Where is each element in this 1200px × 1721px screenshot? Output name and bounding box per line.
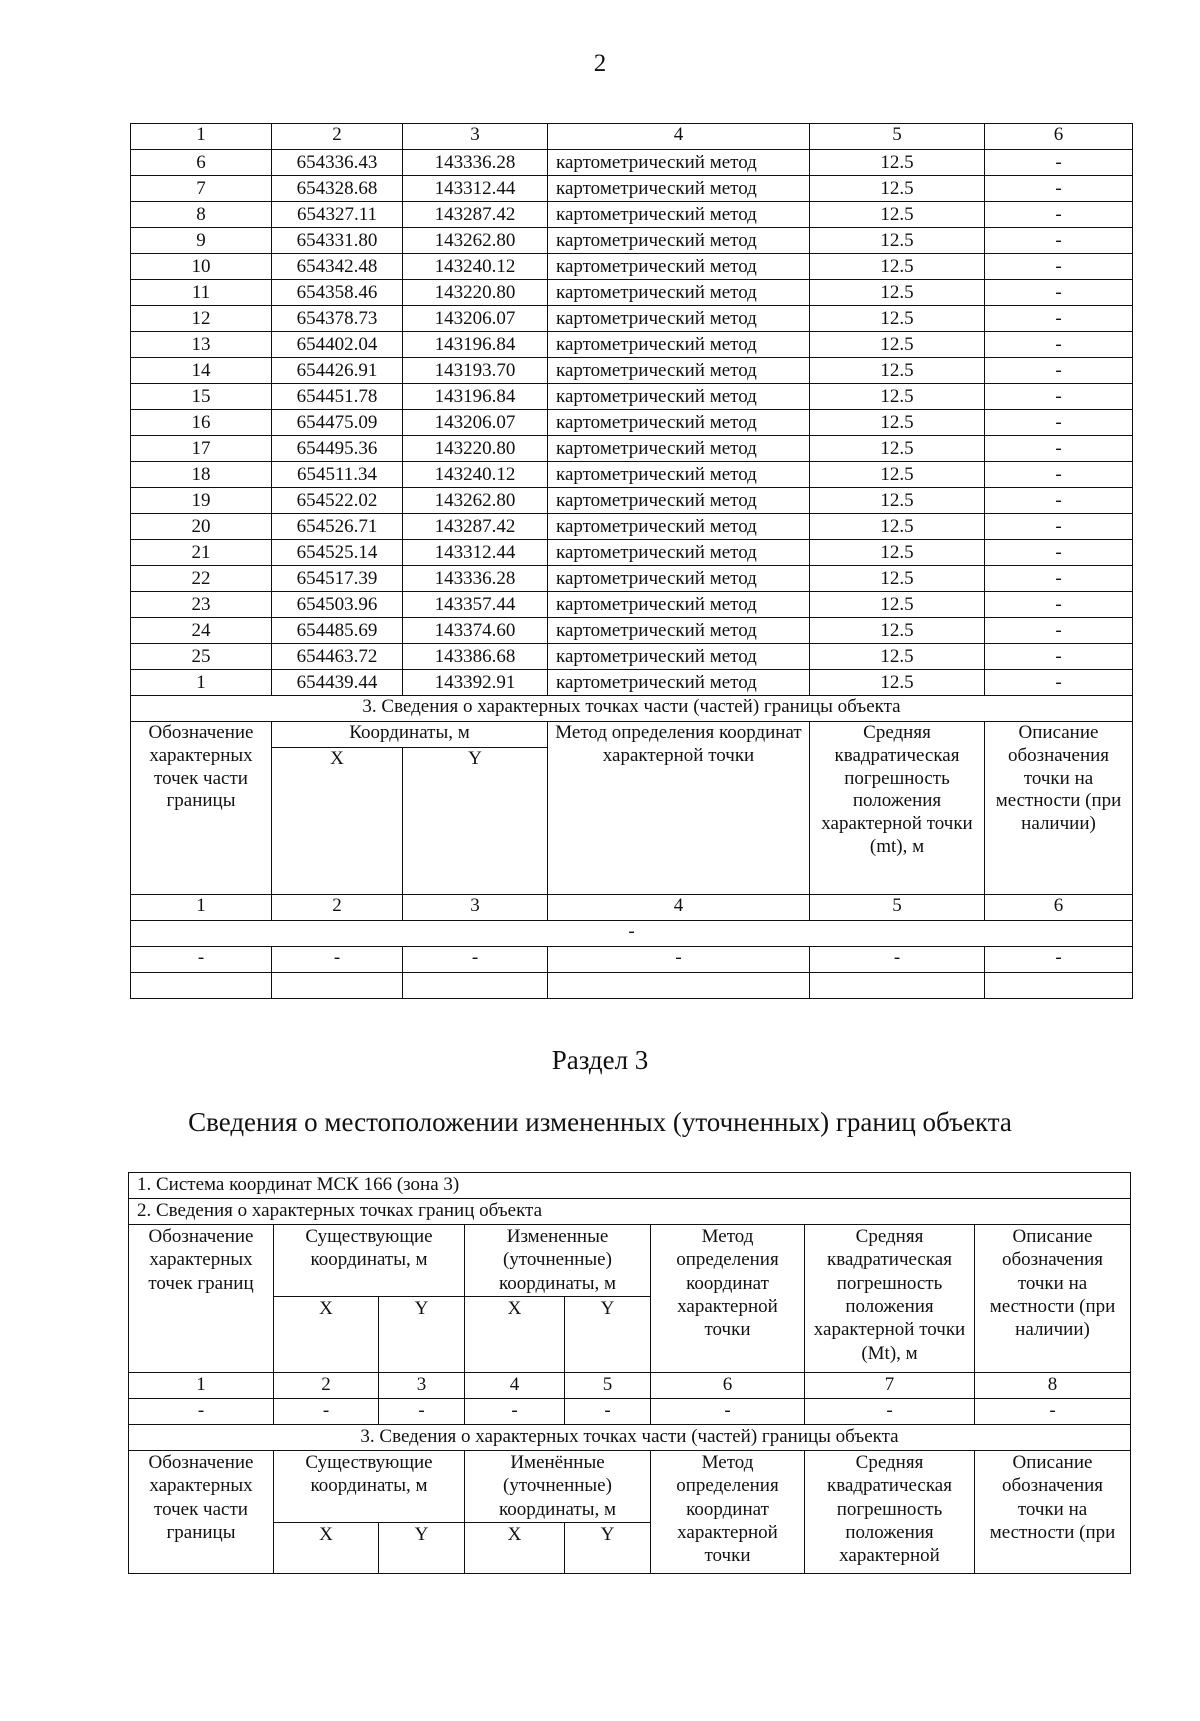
table-row [131, 514, 1133, 540]
mt-value-cell: 12.5 [810, 176, 985, 202]
method-cell: картометрический метод [548, 540, 810, 566]
empty-cell [403, 973, 548, 999]
method-cell: картометрический метод [548, 358, 810, 384]
table-row [131, 462, 1133, 488]
method-cell: картометрический метод [548, 150, 810, 176]
coord-y-cell: 143386.68 [403, 644, 548, 670]
coord-x-cell: 654358.46 [272, 280, 403, 306]
table-row [131, 592, 1133, 618]
part-title-row [131, 696, 1133, 722]
header-changed-y: Y [565, 1296, 651, 1372]
coord-y-cell: 143374.60 [403, 618, 548, 644]
header-coordinates: Координаты, м [272, 722, 548, 748]
part-section-title: 3. Сведения о характерных точках части (частей) границы объекта [131, 696, 1133, 722]
header-description: Описание обозначения точки на местности (при наличии) [975, 1225, 1131, 1373]
header-x: X [272, 748, 403, 895]
coord-x-cell: 654439.44 [272, 670, 403, 696]
point-number-cell: 10 [131, 254, 272, 280]
mt-value-cell: 12.5 [810, 670, 985, 696]
point-number-cell: 7 [131, 176, 272, 202]
point-number-cell: 17 [131, 436, 272, 462]
coord-x-cell: 654463.72 [272, 644, 403, 670]
dash-cell: - [651, 1399, 805, 1425]
col-number: 7 [805, 1373, 975, 1399]
col-number: 1 [131, 124, 272, 150]
col-number: 4 [465, 1373, 565, 1399]
part-section-title: 3. Сведения о характерных точках части (частей) границы объекта [129, 1425, 1131, 1451]
point-number-cell: 6 [131, 150, 272, 176]
table-row [131, 176, 1133, 202]
coord-x-cell: 654451.78 [272, 384, 403, 410]
point-number-cell: 12 [131, 306, 272, 332]
mt-value-cell: 12.5 [810, 644, 985, 670]
part-header-changed-x: X [465, 1522, 565, 1573]
method-cell: картометрический метод [548, 176, 810, 202]
coord-y-cell: 143262.80 [403, 228, 548, 254]
part-header-designation: Обозначение характерных точек части границы [129, 1451, 274, 1574]
table-row [131, 280, 1133, 306]
boundary-points-table [130, 123, 1133, 999]
point-number-cell: 25 [131, 644, 272, 670]
coord-y-cell: 143262.80 [403, 488, 548, 514]
col-number: 6 [985, 895, 1133, 921]
method-cell: картометрический метод [548, 670, 810, 696]
col-number: 4 [548, 124, 810, 150]
coord-y-cell: 143312.44 [403, 176, 548, 202]
coord-x-cell: 654378.73 [272, 306, 403, 332]
dash-cell: - [805, 1399, 975, 1425]
coord-y-cell: 143336.28 [403, 150, 548, 176]
method-cell: картометрический метод [548, 202, 810, 228]
col-number: 2 [272, 124, 403, 150]
point-number-cell: 14 [131, 358, 272, 384]
method-cell: картометрический метод [548, 618, 810, 644]
table-row [131, 150, 1133, 176]
points-title: 2. Сведения о характерных точках границ объекта [129, 1199, 1131, 1225]
mt-value-cell: 12.5 [810, 540, 985, 566]
description-cell: - [985, 280, 1133, 306]
mt-value-cell: 12.5 [810, 436, 985, 462]
header-designation: Обозначение характерных точек части границы [131, 722, 272, 895]
header-designation: Обозначение характерных точек границ [129, 1225, 274, 1373]
header-existing-y: Y [379, 1296, 465, 1372]
method-cell: картометрический метод [548, 436, 810, 462]
table-row [131, 618, 1133, 644]
coord-x-cell: 654328.68 [272, 176, 403, 202]
dash-cell: - [379, 1399, 465, 1425]
mt-value-cell: 12.5 [810, 384, 985, 410]
col-number: 3 [403, 124, 548, 150]
table-row [131, 306, 1133, 332]
col-number: 1 [129, 1373, 274, 1399]
mt-value-cell: 12.5 [810, 150, 985, 176]
table-row [131, 384, 1133, 410]
coord-y-cell: 143240.12 [403, 462, 548, 488]
coord-y-cell: 143193.70 [403, 358, 548, 384]
point-number-cell: 22 [131, 566, 272, 592]
dash-cell: - [975, 1399, 1131, 1425]
method-cell: картометрический метод [548, 384, 810, 410]
mt-value-cell: 12.5 [810, 462, 985, 488]
description-cell: - [985, 202, 1133, 228]
header-description: Описание обозначения точки на местности (при наличии) [985, 722, 1133, 895]
point-number-cell: 18 [131, 462, 272, 488]
coord-y-cell: 143287.42 [403, 202, 548, 228]
section-title: Сведения о местоположении измененных (уточненных) границ объекта [188, 1107, 1012, 1137]
method-cell: картометрический метод [548, 410, 810, 436]
method-cell: картометрический метод [548, 566, 810, 592]
table-row [131, 540, 1133, 566]
part-merged-dash: - [131, 921, 1133, 947]
dash-cell: - [403, 947, 548, 973]
method-cell: картометрический метод [548, 254, 810, 280]
mt-value-cell: 12.5 [810, 618, 985, 644]
part-merged-row [131, 921, 1133, 947]
part-header-existing: Существующие координаты, м [274, 1451, 465, 1523]
description-cell: - [985, 514, 1133, 540]
header-row [129, 1225, 1131, 1297]
table-row [131, 202, 1133, 228]
col-number: 4 [548, 895, 810, 921]
col-number: 3 [403, 895, 548, 921]
point-number-cell: 20 [131, 514, 272, 540]
part-header-description: Описание обозначения точки на местности (при [975, 1451, 1131, 1574]
method-cell: картометрический метод [548, 514, 810, 540]
point-number-cell: 11 [131, 280, 272, 306]
header-method: Метод определения координат характерной точки [651, 1225, 805, 1373]
mt-value-cell: 12.5 [810, 410, 985, 436]
description-cell: - [985, 306, 1133, 332]
point-number-cell: 1 [131, 670, 272, 696]
coord-x-cell: 654331.80 [272, 228, 403, 254]
empty-cell [810, 973, 985, 999]
mt-value-cell: 12.5 [810, 332, 985, 358]
coord-y-cell: 143196.84 [403, 384, 548, 410]
coord-y-cell: 143206.07 [403, 306, 548, 332]
dash-cell: - [272, 947, 403, 973]
method-cell: картометрический метод [548, 488, 810, 514]
page-number: 2 [593, 50, 607, 77]
coord-system-row [129, 1173, 1131, 1199]
coord-y-cell: 143336.28 [403, 566, 548, 592]
description-cell: - [985, 358, 1133, 384]
description-cell: - [985, 566, 1133, 592]
empty-row [131, 973, 1133, 999]
table-row [131, 670, 1133, 696]
dash-row [129, 1399, 1131, 1425]
col-number: 5 [565, 1373, 651, 1399]
coord-x-cell: 654426.91 [272, 358, 403, 384]
part-header-row [129, 1451, 1131, 1523]
description-cell: - [985, 228, 1133, 254]
mt-value-cell: 12.5 [810, 514, 985, 540]
column-number-row [131, 124, 1133, 150]
changed-boundaries-table [128, 1172, 1131, 1574]
description-cell: - [985, 618, 1133, 644]
coord-y-cell: 143392.91 [403, 670, 548, 696]
part-dash-row [131, 947, 1133, 973]
coord-y-cell: 143312.44 [403, 540, 548, 566]
description-cell: - [985, 410, 1133, 436]
part-title-row [129, 1425, 1131, 1451]
coord-y-cell: 143220.80 [403, 280, 548, 306]
mt-value-cell: 12.5 [810, 202, 985, 228]
description-cell: - [985, 670, 1133, 696]
method-cell: картометрический метод [548, 228, 810, 254]
header-changed-x: X [465, 1296, 565, 1372]
table-row [131, 488, 1133, 514]
coord-system: 1. Система координат МСК 166 (зона 3) [129, 1173, 1131, 1199]
mt-value-cell: 12.5 [810, 488, 985, 514]
description-cell: - [985, 488, 1133, 514]
col-number: 2 [274, 1373, 379, 1399]
description-cell: - [985, 462, 1133, 488]
table-row [131, 228, 1133, 254]
table-row [131, 358, 1133, 384]
description-cell: - [985, 540, 1133, 566]
part-column-number-row [131, 895, 1133, 921]
point-number-cell: 15 [131, 384, 272, 410]
coord-x-cell: 654503.96 [272, 592, 403, 618]
header-changed: Измененные (уточненные) координаты, м [465, 1225, 651, 1297]
description-cell: - [985, 592, 1133, 618]
point-number-cell: 19 [131, 488, 272, 514]
header-mt: Средняя квадратическая погрешность положения характерной точки (mt), м [810, 722, 985, 895]
dash-cell: - [810, 947, 985, 973]
part-header-changed-y: Y [565, 1522, 651, 1573]
mt-value-cell: 12.5 [810, 228, 985, 254]
dash-cell: - [465, 1399, 565, 1425]
coord-x-cell: 654342.48 [272, 254, 403, 280]
section-label: Раздел 3 [551, 1045, 649, 1075]
coord-y-cell: 143240.12 [403, 254, 548, 280]
coord-y-cell: 143220.80 [403, 436, 548, 462]
method-cell: картометрический метод [548, 332, 810, 358]
header-mt: Средняя квадратическая погрешность положения характерной точки (Mt), м [805, 1225, 975, 1373]
coord-x-cell: 654402.04 [272, 332, 403, 358]
part-header-row [131, 722, 1133, 748]
empty-cell [131, 973, 272, 999]
method-cell: картометрический метод [548, 280, 810, 306]
table-row [131, 332, 1133, 358]
mt-value-cell: 12.5 [810, 592, 985, 618]
empty-cell [272, 973, 403, 999]
dash-cell: - [985, 947, 1133, 973]
coord-x-cell: 654522.02 [272, 488, 403, 514]
coord-x-cell: 654336.43 [272, 150, 403, 176]
col-number: 5 [810, 124, 985, 150]
description-cell: - [985, 150, 1133, 176]
method-cell: картометрический метод [548, 592, 810, 618]
method-cell: картометрический метод [548, 644, 810, 670]
col-number: 1 [131, 895, 272, 921]
part-header-existing-x: X [274, 1522, 379, 1573]
header-y: Y [403, 748, 548, 895]
table-row [131, 254, 1133, 280]
column-number-row [129, 1373, 1131, 1399]
coord-x-cell: 654485.69 [272, 618, 403, 644]
dash-cell: - [565, 1399, 651, 1425]
coord-x-cell: 654517.39 [272, 566, 403, 592]
dash-cell: - [131, 947, 272, 973]
col-number: 3 [379, 1373, 465, 1399]
table-row [131, 410, 1133, 436]
description-cell: - [985, 436, 1133, 462]
point-number-cell: 23 [131, 592, 272, 618]
points-title-row [129, 1199, 1131, 1225]
coord-x-cell: 654327.11 [272, 202, 403, 228]
part-header-changed: Именённые (уточненные) координаты, м [465, 1451, 651, 1523]
table-row [131, 566, 1133, 592]
part-header-method: Метод определения координат характерной точки [651, 1451, 805, 1574]
coord-y-cell: 143206.07 [403, 410, 548, 436]
mt-value-cell: 12.5 [810, 358, 985, 384]
coord-y-cell: 143287.42 [403, 514, 548, 540]
table-row [131, 436, 1133, 462]
col-number: 2 [272, 895, 403, 921]
table-row [131, 644, 1133, 670]
point-number-cell: 13 [131, 332, 272, 358]
method-cell: картометрический метод [548, 462, 810, 488]
coord-y-cell: 143357.44 [403, 592, 548, 618]
coord-x-cell: 654495.36 [272, 436, 403, 462]
part-header-mt: Средняя квадратическая погрешность положения характерной [805, 1451, 975, 1574]
description-cell: - [985, 644, 1133, 670]
mt-value-cell: 12.5 [810, 280, 985, 306]
col-number: 6 [651, 1373, 805, 1399]
method-cell: картометрический метод [548, 306, 810, 332]
description-cell: - [985, 254, 1133, 280]
mt-value-cell: 12.5 [810, 566, 985, 592]
mt-value-cell: 12.5 [810, 306, 985, 332]
coord-y-cell: 143196.84 [403, 332, 548, 358]
col-number: 6 [985, 124, 1133, 150]
description-cell: - [985, 332, 1133, 358]
point-number-cell: 21 [131, 540, 272, 566]
description-cell: - [985, 384, 1133, 410]
col-number: 5 [810, 895, 985, 921]
header-existing-x: X [274, 1296, 379, 1372]
col-number: 8 [975, 1373, 1131, 1399]
empty-cell [985, 973, 1133, 999]
coord-x-cell: 654511.34 [272, 462, 403, 488]
header-existing: Существующие координаты, м [274, 1225, 465, 1297]
point-number-cell: 9 [131, 228, 272, 254]
dash-cell: - [274, 1399, 379, 1425]
description-cell: - [985, 176, 1133, 202]
coord-x-cell: 654526.71 [272, 514, 403, 540]
point-number-cell: 8 [131, 202, 272, 228]
coord-x-cell: 654475.09 [272, 410, 403, 436]
point-number-cell: 24 [131, 618, 272, 644]
part-header-existing-y: Y [379, 1522, 465, 1573]
header-method: Метод определения координат характерной точки [548, 722, 810, 895]
mt-value-cell: 12.5 [810, 254, 985, 280]
empty-cell [548, 973, 810, 999]
dash-cell: - [548, 947, 810, 973]
point-number-cell: 16 [131, 410, 272, 436]
dash-cell: - [129, 1399, 274, 1425]
coord-x-cell: 654525.14 [272, 540, 403, 566]
